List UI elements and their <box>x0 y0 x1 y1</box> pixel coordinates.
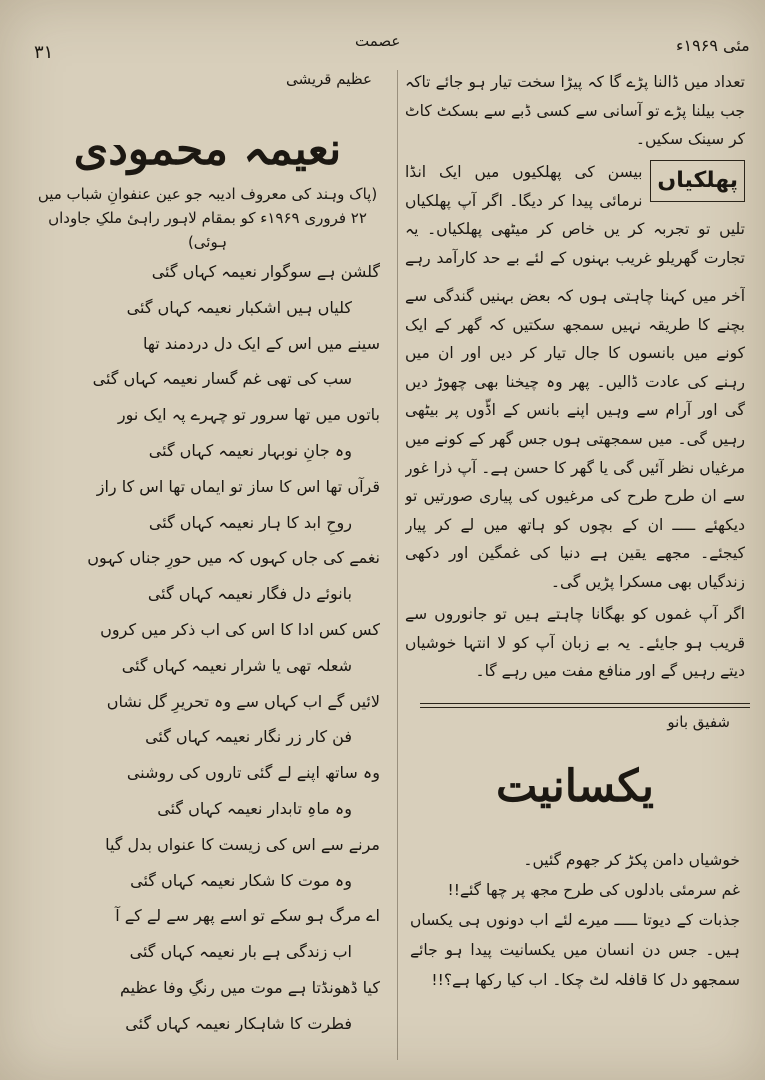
poem-verse: فن کار زر نگار نعیمہ کہاں گئی <box>145 727 352 747</box>
article-author: شفیق بانو <box>667 713 730 731</box>
article-paragraph-text: بیسن کی پھلکیوں میں ایک انڈا نرمائی پیدا کر دیگا۔ اگر آپ پھلکیاں تلیں تو تجربہ کر یں خاص کر میٹھی پھلکیاں۔ یہ تجارت گھریلو غریب بہنوں کے لئے بے حد کارآمد رہے <box>405 163 745 267</box>
column-divider <box>397 70 398 1060</box>
poem-verse: لائیں گے اب کہاں سے وہ تحریرِ گل نشاں <box>106 691 380 711</box>
issue-date: مئی ۱۹۶۹ء <box>676 36 750 55</box>
magazine-title: عصمت <box>355 32 401 50</box>
article-title: یکسانیت <box>496 761 654 812</box>
poem-verse: کلیاں ہیں اشکبار نعیمہ کہاں گئی <box>126 297 352 317</box>
poem-verse: اب زندگی ہے بار نعیمہ کہاں گئی <box>129 942 352 962</box>
poem-verse: گلشن ہے سوگوار نعیمہ کہاں گئی <box>151 262 380 281</box>
poem-verse: وہ موت کا شکار نعیمہ کہاں گئی <box>130 870 352 890</box>
page-number: ۳۱ <box>34 42 54 63</box>
poem-verse: وہ ساتھ اپنے لے گئی تاروں کی روشنی <box>126 763 380 783</box>
article-paragraph <box>405 158 745 272</box>
yaksaniyat-article <box>400 705 750 1065</box>
poem-verse: قرآں تھا اس کا ساز تو ایماں تھا اس کا راز <box>96 476 380 496</box>
article-paragraph: اگر آپ غموں کو بھگانا چاہتے ہیں تو جانوروں سے قریب ہو جایئے۔ یہ بے زبان آپ کو لا انتہا خوشیاں دیتے رہیں گے اور منافع مفت میں رہے گا۔ <box>405 605 745 681</box>
poem-intro: (پاک وہند کی معروف ادیبہ جو عین عنفوانِ شباب میں ۲۲ فروری ۱۹۶۹ء کو بمقام لاہور راہیٔ ملکِ جاوداں ہوئی) <box>37 185 378 251</box>
poem-verse: وہ جانِ نوبہار نعیمہ کہاں گئی <box>148 440 352 460</box>
poem-verse: وہ ماہِ تابدار نعیمہ کہاں گئی <box>157 798 352 818</box>
section-heading: پھلکیاں <box>650 160 745 202</box>
poem-verse: کیا ڈھونڈتا ہے موت میں رنگِ وفا عظیم <box>119 977 380 997</box>
poem-verse: نغمے کی جاں کہوں کہ میں حورِ جناں کہوں <box>87 548 380 568</box>
poem-verse: سب کی تھی غم گسار نعیمہ کہاں گئی <box>92 369 352 389</box>
poem-verse: شعلہ تھی یا شرار نعیمہ کہاں گئی <box>121 655 352 675</box>
poem-verse: اے مرگ ہو سکے تو اسے پھر سے لے کے آ <box>115 906 380 926</box>
poem-verse: فطرت کا شاہکار نعیمہ کہاں گئی <box>125 1013 352 1033</box>
poem-title: نعیمہ محمودی <box>73 124 342 175</box>
poem-verse: مرنے سے اس کی زیست کا عنواں بدل گیا <box>105 834 380 854</box>
poem-verse: بانوئے دل فگار نعیمہ کہاں گئی <box>147 584 352 604</box>
poem-verse: سینے میں اس کے ایک دل دردمند تھا <box>142 333 380 353</box>
article-paragraph: آخر میں کہنا چاہتی ہوں کہ بعض بہنیں گندگی سے بچنے کا طریقہ نہیں سمجھ سکتیں کہ گھر کے ایک کونے میں بانسوں کا جال تیار کر دیں اور ان میں رہنے کی عادت ڈالیں۔ پھر وہ چیخنا بھی چھوڑ دیں گی اور آرام سے وہیں اپنے بانس کے اڈّوں پر بیٹھی رہیں گی۔ میں سمجھتی ہوں جس گھر کے کونے میں مرغیاں نظر آئیں گی یا گھر کا حسن ہے۔ آپ ذرا غور سے ان طرح طرح کی مرغیوں کی پیاری صورتیں تو دیکھئے ـــــ ان کے بچوں کو ہاتھ میں لے کر پیار کیجئے۔ مجھے یقین ہے دنیا کی غمگین اور دکھی زندگیاں بھی مسکرا پڑیں گی۔ <box>405 287 745 591</box>
article-body <box>410 845 740 995</box>
article-paragraph: تعداد میں ڈالنا پڑے گا کہ پیڑا سخت تیار ہو جائے تاکہ جب بیلنا پڑے تو آسانی سے کسی ڈبے سے بسکٹ کاٹ کر سینک سکیں۔ <box>405 73 745 149</box>
poem-verse: روحِ ابد کا ہار نعیمہ کہاں گئی <box>148 512 352 532</box>
poem-verse: باتوں میں تھا سرور تو چہرے پہ ایک نور <box>117 405 380 425</box>
poem-verse: کس کس ادا کا اس کی اب ذکر میں کروں <box>100 619 380 639</box>
article-line: غم سرمئی بادلوں کی طرح مجھ پر چھا گئے!! <box>447 881 740 899</box>
article-line: جذبات کے دیوتا ـــــ میرے لئے اب دونوں ہی یکساں ہیں۔ جس دن انسان میں یکسانیت پیدا ہو جائے سمجھو دل کا قافلہ لٹ چکا۔ اب کیا رکھا ہے؟!! <box>410 911 740 989</box>
poem-author: عظیم قریشی <box>285 70 372 88</box>
article-line: خوشیاں دامن پکڑ کر جھوم گئیں۔ <box>523 851 740 869</box>
poem-verses <box>25 254 390 1042</box>
right-article <box>405 68 745 688</box>
